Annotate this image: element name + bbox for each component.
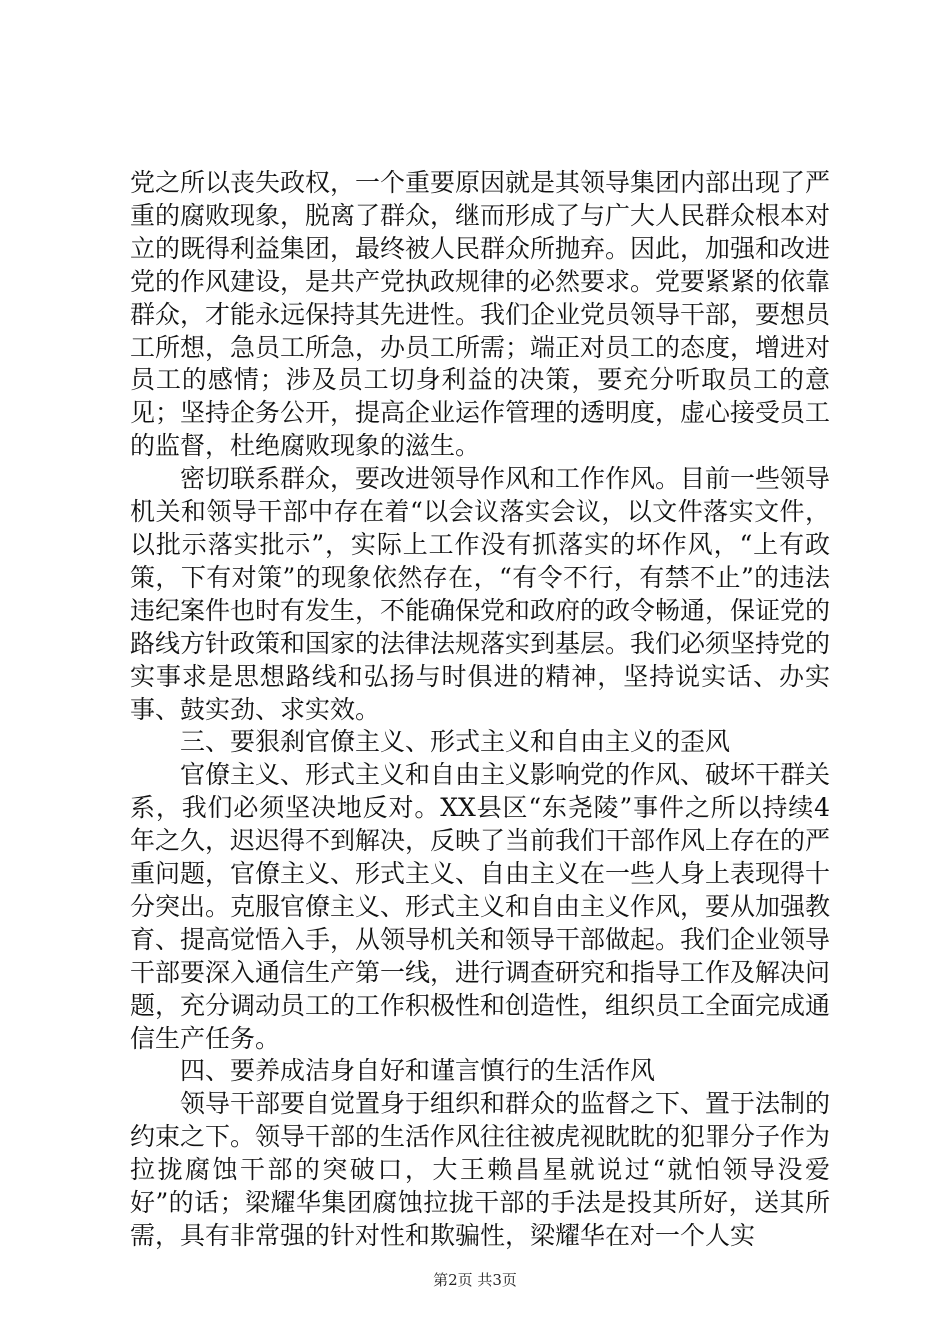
page-number-footer: 第2页 共3页 [433, 1271, 517, 1289]
paragraph-4: 领导干部要自觉置身于组织和群众的监督之下、置于法制的约束之下。领导干部的生活作风往往被虎视眈眈的犯罪分子作为拉拢腐蚀干部的突破口，大王赖昌星就说过“就怕领导没爱好”的话；梁耀华集团腐蚀拉拢干部的手法是投其所好，送其所需，具有非常强的针对性和欺骗性，梁耀华在对一个人实 [130, 1089, 831, 1250]
section-heading-4: 四、要养成洁身自好和谨言慎行的生活作风 [180, 1056, 656, 1086]
document-body [130, 167, 830, 1253]
section-heading-3: 三、要狠刹官僚主义、形式主义和自由主义的歪风 [180, 727, 731, 757]
paragraph-1: 党之所以丧失政权，一个重要原因就是其领导集团内部出现了严重的腐败现象，脱离了群众，继而形成了与广大人民群众根本对立的既得利益集团，最终被人民群众所抛弃。因此，加强和改进党的作风建设，是共产党执政规律的必然要求。党要紧紧的依靠群众，才能永远保持其先进性。我们企业党员领导干部，要想员工所想，急员工所急，办员工所需；端正对员工的态度，增进对员工的感情；涉及员工切身利益的决策，要充分听取员工的意见；坚持企务公开，提高企业运作管理的透明度，虚心接受员工的监督，杜绝腐败现象的滋生。 [130, 168, 831, 461]
paragraph-2: 密切联系群众，要改进领导作风和工作作风。目前一些领导机关和领导干部中存在着“以会议落实会议，以文件落实文件，以批示落实批示”，实际上工作没有抓落实的坏作风，“上有政策，下有对策”的现象依然存在，“有令不行，有禁不止”的违法违纪案件也时有发生，不能确保党和政府的政令畅通，保证党的路线方针政策和国家的法律法规落实到基层。我们必须坚持党的实事求是思想路线和弘扬与时俱进的精神，坚持说实话、办实事、鼓实劲、求实效。 [130, 464, 831, 724]
paragraph-3: 官僚主义、形式主义和自由主义影响党的作风、破坏干群关系，我们必须坚决地反对。XX县区“东尧陵”事件之所以持续4年之久，迟迟得不到解决，反映了当前我们干部作风上存在的严重问题，官僚主义、形式主义、自由主义在一些人身上表现得十分突出。克服官僚主义、形式主义和自由主义作风，要从加强教育、提高觉悟入手，从领导机关和领导干部做起。我们企业领导干部要深入通信生产第一线，进行调查研究和指导工作及解决问题，充分调动员工的工作积极性和创造性，组织员工全面完成通信生产任务。 [130, 760, 831, 1053]
